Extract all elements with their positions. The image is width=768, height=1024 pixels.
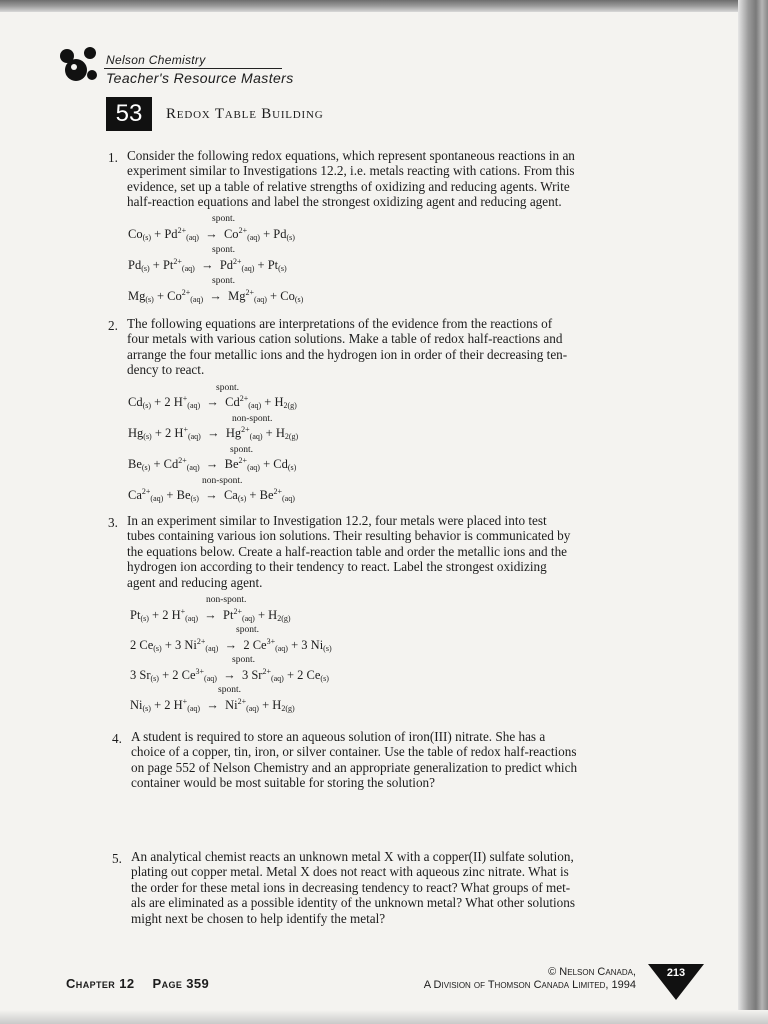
master-number: 53 [106,97,152,131]
state: (aq) [185,614,199,623]
reaction-arrow: → [203,698,222,712]
question-line: A student is required to store an aqueous solution of iron(III) nitrate. She has a [131,729,546,744]
species: 2 $Ce^{3+}_{(aq)}$ [172,667,217,683]
state: (s) [142,401,152,410]
state: (aq) [282,494,295,503]
question-line: on page 552 of Nelson Chemistry and an appropriate generalization to predict which [131,759,578,775]
question-number: 3. [108,515,118,530]
equation: 3 $Sr_{(s)} + 2$ $Ce^{3+}_{(aq)} \to 3$ $Sr^{2+}_{(aq)} + 2$ $Ce_{(s)}$ [130,667,329,683]
species: 2 $H^+_{(aq)}$ [164,697,201,713]
question-line: half-reaction equations and label the strongest oxidizing agent and reducing agent. [127,194,562,210]
state: (aq) [247,463,260,472]
equation: $Pt_{(s)} + 2$ $H^+_{(aq)} \to Pt^{2+}_{(aq)} + H_{2(g)}$ [130,607,291,623]
charge: 2+ [273,487,283,496]
spontaneity-label: spont. [236,625,259,635]
reaction-arrow: → [203,395,223,409]
page-title: Redox Table Building [166,106,324,122]
species: $Pd_{(s)}$ [273,227,295,242]
state: 2(g) [283,401,297,410]
species: $Hg_{(s)}$ [128,426,152,441]
charge: 2+ [238,226,248,235]
species: 3 $Sr^{2+}_{(aq)}$ [241,667,284,683]
state: (s) [278,264,287,273]
question-line: An analytical chemist reacts an unknown metal X with a copper(II) sulfate solution, [131,849,574,864]
chapter-label: Chapter 12 [66,976,135,991]
species: $Be_{(s)}$ [176,488,199,503]
species: $Pd^{2+}_{(aq)}$ [164,226,199,242]
chapter-page-reference [66,976,209,991]
copyright-line: A Division of Thomson Canada Limited, 1994 [423,979,636,991]
state: (aq) [150,494,164,503]
question-line: might next be chosen to help identify the metal? [131,910,386,926]
state: (s) [286,233,295,242]
charge: 2+ [241,425,250,434]
equation: 2 $Ce_{(s)} + 3$ $Ni^{2+}_{(aq)} \to 2$ $Ce^{3+}_{(aq)} + 3$ $Ni_{(s)}$ [130,637,332,653]
species: $Pt_{(s)}$ [130,608,149,623]
charge: 2+ [233,257,242,266]
reaction-arrow: → [221,638,241,652]
page-reference: Page 359 [152,976,210,991]
brand-subtitle: Teacher's Resource Masters [106,70,294,86]
species: $Cd_{(s)}$ [128,395,152,410]
species: $H_{2(g)}$ [274,395,297,410]
state: (aq) [186,463,200,472]
state: (aq) [187,432,201,441]
species: 2 $H^+_{(aq)}$ [165,425,201,441]
question-line: four metals with various cation solutions. Make a table of redox half-reactions and [127,331,563,347]
charge: 2+ [233,607,242,616]
species: $Ca_{(s)}$ [223,488,247,503]
charge: 2+ [238,456,248,465]
charge: 2+ [245,288,255,297]
species: 3 $Ni_{(s)}$ [301,638,332,653]
state: (aq) [241,614,255,623]
state: (aq) [187,704,201,713]
state: (s) [141,264,150,273]
equation: $Be_{(s)} + Cd^{2+}_{(aq)} \to Be^{2+}_{(aq)} + Cd_{(s)}$ [128,456,297,472]
species: $Pt_{(s)}$ [267,258,287,273]
state: (s) [190,494,199,503]
state: (s) [142,704,151,713]
species: $Cd^{2+}_{(aq)}$ [225,394,262,410]
state: (s) [287,463,297,472]
species: $H_{2(g)}$ [268,608,291,623]
charge: 2+ [177,226,187,235]
charge: 2+ [178,456,187,465]
question-line: arrange the four metallic ions and the hydrogen ion in order of their decreasing ten- [127,346,568,362]
state: (aq) [181,264,195,273]
charge: 2+ [173,257,182,266]
species: $Pt^{2+}_{(aq)}$ [162,257,195,273]
charge: 2+ [196,637,206,646]
copyright-line: © Nelson Canada, [548,966,636,978]
species: $Mg_{(s)}$ [128,289,154,304]
species: 2 $Ce^{3+}_{(aq)}$ [243,637,288,653]
charge: 2+ [239,394,249,403]
state: (s) [142,233,152,242]
question-line: tubes containing various ion solutions. Their resulting behavior is communicated by [127,528,571,544]
state: (s) [153,644,162,653]
question-line: hydrogen ion according to their tendency to react. Label the strongest oxidizing [127,559,547,575]
species: $Be^{2+}_{(aq)}$ [224,456,260,472]
species: $Co_{(s)}$ [128,227,152,242]
state: (s) [141,463,151,472]
nelson-logo-icon [54,44,104,84]
charge: 3+ [195,667,205,676]
state: (s) [294,295,304,304]
species: $Pt^{2+}_{(aq)}$ [223,607,255,623]
state: 2(g) [277,614,291,623]
state: (aq) [247,233,260,242]
state: (aq) [270,674,284,683]
spontaneity-label: spont. [232,655,255,665]
question-line: container would be most suitable for storing the solution? [131,775,435,791]
state: (s) [140,614,149,623]
question-line: evidence, set up a table of relative strengths of oxidizing and reducing agents. Write [127,178,570,194]
question-text [127,148,621,210]
equation: $Hg_{(s)} + 2$ $H^+_{(aq)} \to Hg^{2+}_{(aq)} + H_{2(g)}$ [128,425,299,441]
scan-right-edge [738,0,768,1024]
question-number: 2. [108,318,118,333]
state: (s) [320,674,329,683]
question-number: 1. [108,150,118,165]
species: $Co^{2+}_{(aq)}$ [167,288,204,304]
species: $Be_{(s)}$ [128,457,151,472]
species: $Cd^{2+}_{(aq)}$ [163,456,200,472]
species: 2 $H^+_{(aq)}$ [162,607,199,623]
equation: $Pd_{(s)} + Pt^{2+}_{(aq)} \to Pd^{2+}_{(aq)} + Pt_{(s)}$ [128,257,287,273]
species: $Ca^{2+}_{(aq)}$ [128,487,164,503]
species: $Mg^{2+}_{(aq)}$ [228,288,267,304]
species: 3 $Ni^{2+}_{(aq)}$ [175,637,219,653]
state: (s) [143,432,152,441]
state: (aq) [248,401,262,410]
charge: + [183,425,188,434]
reaction-arrow: → [202,488,221,502]
species: $Ni_{(s)}$ [130,698,151,713]
charge: + [182,394,188,403]
equation: $Co_{(s)} + Pd^{2+}_{(aq)} \to Co^{2+}_{(aq)} + Pd_{(s)}$ [128,226,295,242]
spontaneity-label: spont. [216,383,239,393]
page-number: 213 [666,967,686,979]
question-line: the equations below. Create a half-reaction table and order the metallic ions and the [127,543,568,559]
species: 3 $Sr_{(s)}$ [130,668,159,683]
species: $Co_{(s)}$ [280,289,304,304]
species: $Pd^{2+}_{(aq)}$ [219,257,255,273]
question-line: The following equations are interpretations of the evidence from the reactions of [127,316,553,331]
scan-bottom-edge [0,1010,768,1024]
state: (aq) [204,674,217,683]
state: (aq) [186,233,199,242]
brand-name: Nelson Chemistry [106,53,206,67]
question-line: choice of a copper, tin, iron, or silver container. Use the table of redox half-reactions [131,744,577,760]
reaction-arrow: → [206,289,226,303]
species: $Cd_{(s)}$ [273,457,297,472]
equation: $Ni_{(s)} + 2$ $H^+_{(aq)} \to Ni^{2+}_{(aq)} + H_{2(g)}$ [130,697,295,713]
charge: 2+ [262,667,271,676]
question-line: the order for these metal ions in decreasing tendency to react? What groups of met- [131,879,571,895]
question-text [127,513,621,590]
state: (s) [323,644,332,653]
species: $H_{2(g)}$ [272,698,295,713]
equation: $Ca^{2+}_{(aq)} + Be_{(s)} \to Ca_{(s)} + Be^{2+}_{(aq)}$ [128,487,295,503]
question-line: plating out copper metal. Metal X does not react with aqueous zinc nitrate. What is [131,864,569,880]
spontaneity-label: non-spont. [232,414,273,424]
state: (aq) [254,295,267,304]
species: $Pd_{(s)}$ [128,258,150,273]
question-line: als are eliminated as a possible identity of the unknown metal? What other solutions [131,895,575,911]
spontaneity-label: spont. [212,245,235,255]
state: 2(g) [281,704,295,713]
spontaneity-label: spont. [212,214,235,224]
state: (aq) [205,644,219,653]
reaction-arrow: → [202,457,222,471]
equation: $Mg_{(s)} + Co^{2+}_{(aq)} \to Mg^{2+}_{(aq)} + Co_{(s)}$ [128,288,304,304]
state: (aq) [249,432,263,441]
reaction-arrow: → [220,668,239,682]
species: 2 $Ce_{(s)}$ [130,638,162,653]
reaction-arrow: → [202,227,221,241]
state: (s) [237,494,247,503]
state: (s) [150,674,159,683]
question-text [127,316,621,378]
equation: $Cd_{(s)} + 2$ $H^+_{(aq)} \to Cd^{2+}_{(aq)} + H_{2(g)}$ [128,394,297,410]
species: $Ni^{2+}_{(aq)}$ [225,697,259,713]
question-text [131,849,625,926]
state: (aq) [241,264,255,273]
state: 2(g) [284,432,299,441]
spontaneity-label: non-spont. [202,476,243,486]
question-line: experiment similar to Investigations 12.2, i.e. metals reacting with cations. From this [127,163,575,179]
question-line: In an experiment similar to Investigation 12.2, four metals were placed into test [127,513,547,528]
state: (aq) [275,644,288,653]
scan-top-edge [0,0,768,12]
state: (aq) [190,295,204,304]
state: (aq) [246,704,259,713]
question-line: agent and reducing agent. [127,574,263,590]
charge: 2+ [141,487,151,496]
reaction-arrow: → [197,258,217,272]
charge: + [182,697,188,706]
species: $H_{2(g)}$ [275,426,299,441]
charge: 2+ [237,697,247,706]
species: 2 $Ce_{(s)}$ [297,668,329,683]
question-line: Consider the following redox equations, which represent spontaneous reactions in an [127,148,575,163]
question-number: 4. [112,731,122,746]
charge: 3+ [266,637,276,646]
species: 2 $H^+_{(aq)}$ [164,394,201,410]
reaction-arrow: → [201,608,220,622]
charge: 2+ [181,288,191,297]
reaction-arrow: → [203,426,223,440]
spontaneity-label: spont. [218,685,241,695]
spontaneity-label: spont. [230,445,253,455]
species: $Hg^{2+}_{(aq)}$ [225,425,263,441]
species: $Be^{2+}_{(aq)}$ [259,487,295,503]
brand-divider [104,68,282,69]
state: (aq) [187,401,201,410]
question-number: 5. [112,851,122,866]
spontaneity-label: non-spont. [206,595,247,605]
question-text [131,729,625,791]
question-line: dency to react. [127,362,205,378]
charge: + [180,607,186,616]
state: (s) [145,295,154,304]
species: $Co^{2+}_{(aq)}$ [223,226,260,242]
spontaneity-label: spont. [212,276,235,286]
